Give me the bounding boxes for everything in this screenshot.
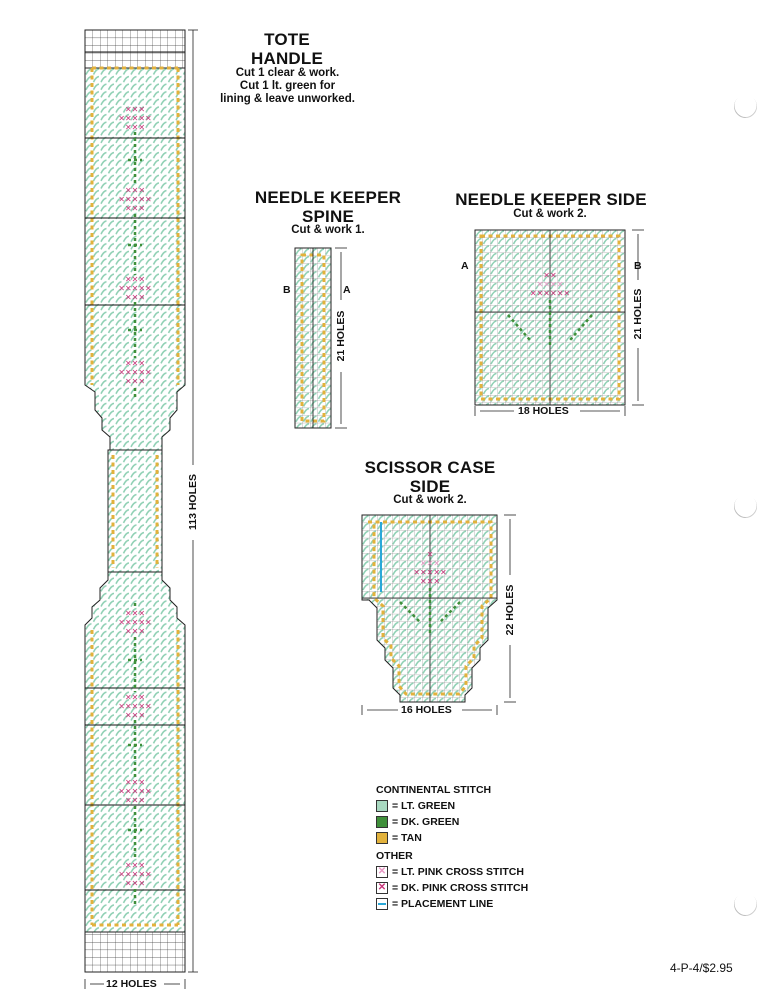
- legend-placement-label: = PLACEMENT LINE: [392, 898, 494, 910]
- svg-text:✕✕✕: ✕✕✕: [124, 711, 146, 720]
- svg-text:✕✕✕: ✕✕✕: [419, 577, 441, 586]
- color-key: [376, 782, 576, 912]
- svg-text:✕✕✕: ✕✕✕: [124, 879, 146, 888]
- legend-lt-pink-label: = LT. PINK CROSS STITCH: [392, 866, 524, 878]
- svg-text:✕✕✕✕✕: ✕✕✕✕✕: [118, 114, 152, 123]
- svg-text:✕✕✕: ✕✕✕: [124, 627, 146, 636]
- svg-text:✕✕✕: ✕✕✕: [124, 186, 146, 195]
- dk-green-swatch-icon: [376, 816, 388, 828]
- svg-text:✕✕✕: ✕✕✕: [419, 559, 441, 568]
- legend-section-continental: CONTINENTAL STITCH: [376, 784, 492, 796]
- legend-tan-label: = TAN: [392, 832, 422, 844]
- scissor-title-line1: SCISSOR CASE: [364, 458, 496, 477]
- scissor-height-label: 22 HOLES: [504, 584, 516, 636]
- tote-handle-instr-1: Cut 1 clear & work.: [235, 67, 340, 79]
- svg-text:✕✕✕: ✕✕✕: [124, 204, 146, 213]
- tote-handle-instr-3: lining & leave unworked.: [220, 93, 355, 105]
- needle-side-height-label: 21 HOLES: [632, 288, 644, 340]
- svg-text:✕✕✕: ✕✕✕: [124, 359, 146, 368]
- svg-text:✕✕✕✕✕: ✕✕✕✕✕: [413, 568, 447, 577]
- spine-title-line1: NEEDLE KEEPER: [254, 188, 402, 207]
- svg-text:✕✕✕: ✕✕✕: [124, 693, 146, 702]
- dk-pink-cross-icon: ✕: [377, 882, 387, 893]
- svg-text:✕✕✕: ✕✕✕: [124, 778, 146, 787]
- scissor-case-title: [350, 458, 510, 496]
- scissor-title-line2: SIDE: [409, 477, 451, 496]
- needle-side-edge-a: A: [461, 260, 469, 272]
- legend-lt-green-label: = LT. GREEN: [392, 800, 456, 812]
- pattern-code: 4-P-4/$2.95: [670, 961, 733, 975]
- legend-section-other: OTHER: [376, 850, 413, 862]
- lt-green-swatch-icon: [376, 800, 388, 812]
- svg-text:✕✕✕✕✕: ✕✕✕✕✕: [118, 870, 152, 879]
- legend-dk-pink-label: = DK. PINK CROSS STITCH: [392, 882, 529, 894]
- svg-text:✕✕: ✕✕: [543, 271, 557, 280]
- svg-text:✕✕✕✕✕: ✕✕✕✕✕: [118, 195, 152, 204]
- tote-handle-title-line2: HANDLE: [250, 49, 324, 68]
- legend-placement: [376, 896, 576, 912]
- spine-edge-a: A: [343, 284, 351, 296]
- svg-text:✕✕✕✕✕: ✕✕✕✕✕: [118, 787, 152, 796]
- needle-keeper-side-title: NEEDLE KEEPER SIDE: [455, 190, 647, 209]
- svg-text:✕✕✕: ✕✕✕: [124, 293, 146, 302]
- needle-keeper-spine-title: [240, 188, 416, 226]
- spine-title-line2: SPINE: [301, 207, 355, 226]
- scissor-width-label: 16 HOLES: [401, 704, 452, 716]
- svg-text:✕✕✕✕✕: ✕✕✕✕✕: [118, 368, 152, 377]
- svg-text:✕✕✕✕✕✕: ✕✕✕✕✕✕: [529, 289, 571, 298]
- svg-text:✕✕✕: ✕✕✕: [124, 796, 146, 805]
- svg-text:✕✕✕: ✕✕✕: [124, 123, 146, 132]
- svg-text:✕✕✕: ✕✕✕: [124, 275, 146, 284]
- lt-pink-cross-icon: ✕: [377, 866, 387, 877]
- needle-keeper-spine-piece: [295, 248, 331, 428]
- svg-text:✕✕✕: ✕✕✕: [124, 105, 146, 114]
- scissor-case-instructions: Cut & work 2.: [393, 494, 467, 506]
- spine-edge-b: B: [283, 284, 291, 296]
- needle-side-edge-b: B: [634, 260, 642, 272]
- svg-text:✕✕✕: ✕✕✕: [124, 609, 146, 618]
- needle-keeper-side-piece: [475, 230, 625, 405]
- svg-text:✕✕✕✕: ✕✕✕✕: [536, 280, 564, 289]
- legend-dk-green-label: = DK. GREEN: [392, 816, 460, 828]
- legend-tan: [376, 830, 576, 846]
- tan-swatch-icon: [376, 832, 388, 844]
- needle-keeper-side-instructions: Cut & work 2.: [513, 208, 587, 220]
- svg-text:✕✕✕: ✕✕✕: [124, 377, 146, 386]
- svg-text:✕✕✕✕✕: ✕✕✕✕✕: [118, 702, 152, 711]
- svg-text:✕: ✕: [426, 550, 434, 559]
- legend-dk-pink: [376, 880, 576, 896]
- legend-lt-pink: [376, 864, 576, 880]
- spine-height-label: 21 HOLES: [335, 310, 347, 362]
- legend-dk-green: [376, 814, 576, 830]
- legend-lt-green: [376, 798, 576, 814]
- svg-text:✕✕✕: ✕✕✕: [124, 861, 146, 870]
- tote-height-label: 113 HOLES: [187, 473, 199, 531]
- placement-line-icon: [376, 898, 388, 910]
- needle-keeper-spine-instructions: Cut & work 1.: [291, 224, 365, 236]
- tote-handle-title-line1: TOTE: [264, 30, 310, 49]
- svg-text:✕✕✕✕✕: ✕✕✕✕✕: [118, 618, 152, 627]
- needle-side-width-label: 18 HOLES: [518, 405, 569, 417]
- tote-width-label: 12 HOLES: [106, 978, 157, 990]
- tote-handle-instr-2: Cut 1 lt. green for: [239, 80, 336, 92]
- svg-text:✕✕✕✕✕: ✕✕✕✕✕: [118, 284, 152, 293]
